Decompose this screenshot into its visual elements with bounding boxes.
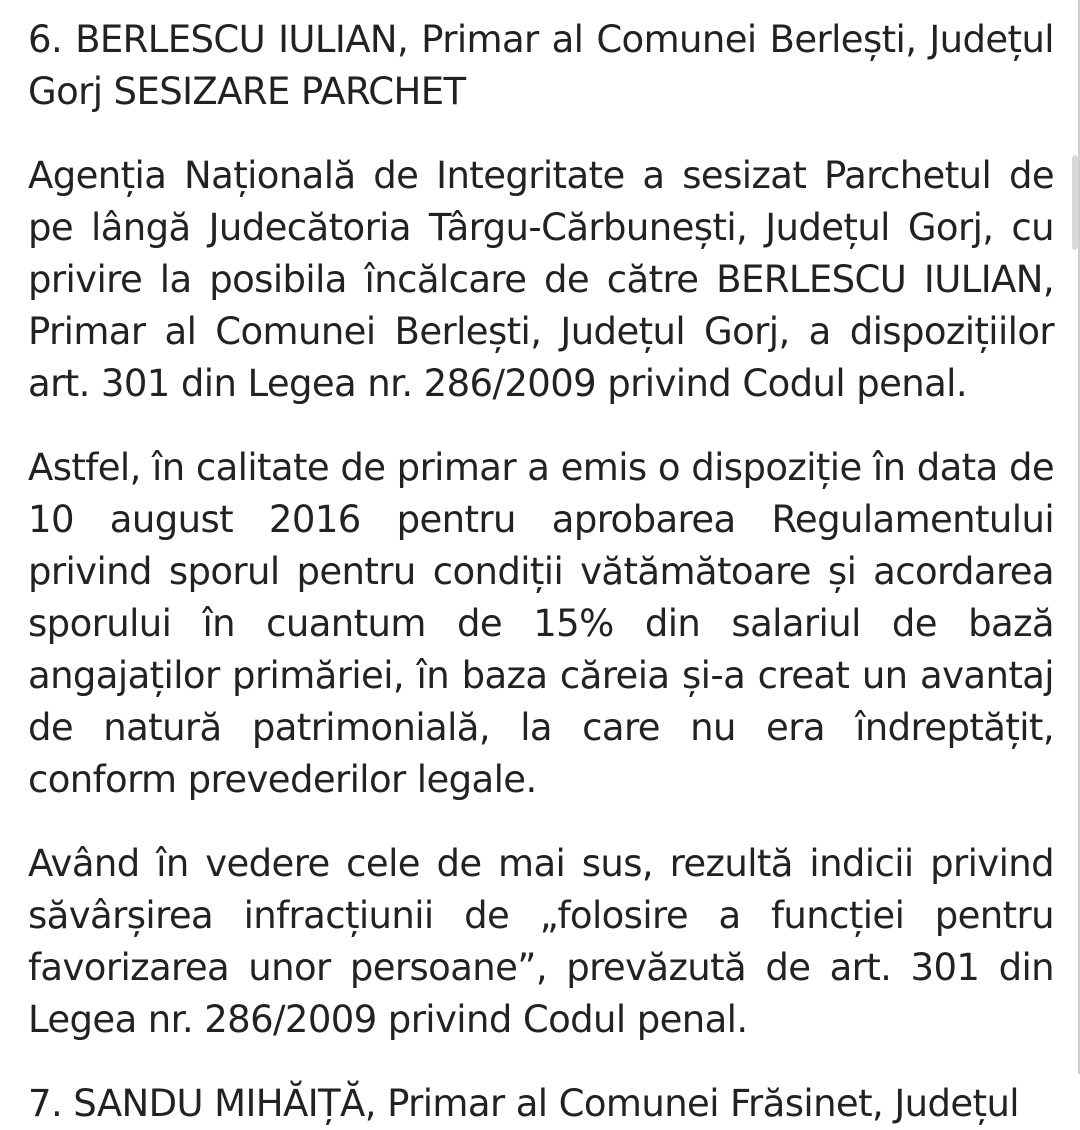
article-body [28, 14, 1054, 1130]
paragraph-1: Agenția Națională de Integritate a sesizat Parchetul de pe lângă Judecătoria Târgu-Cărbunești, Județul Gorj, cu privire la posibila încălcare de către BERLESCU IULIAN, Primar al Comunei Berlești, Județul Gorj, a dispozițiilor art. 301 din Legea nr. 286/2009 privind Codul penal. [28, 154, 1054, 405]
section-heading: 6. BERLESCU IULIAN, Primar al Comunei Berlești, Județul Gorj SESIZARE PARCHET [28, 18, 1054, 113]
paragraph-3: Având în vedere cele de mai sus, rezultă indicii privind săvârșirea infracțiunii de „folosire a funcției pentru favorizarea unor persoane”, prevăzută de art. 301 din Legea nr. 286/2009 privind Codul penal. [28, 842, 1054, 1041]
paragraph-2: Astfel, în calitate de primar a emis o dispoziție în data de 10 august 2016 pentru aprobarea Regulamentului privind sporul pentru condiții vătămătoare și acordarea sporului în cuantum de 15% din salariul de bază angajaților primăriei, în baza căreia și-a creat un avantaj de natură patrimonială, la care nu era îndreptățit, conform prevederilor legale. [28, 446, 1054, 801]
next-section-heading: 7. SANDU MIHĂIȚĂ, Primar al Comunei Frăsinet, Județul [28, 1082, 1019, 1125]
scrollbar-thumb[interactable] [1072, 155, 1078, 250]
